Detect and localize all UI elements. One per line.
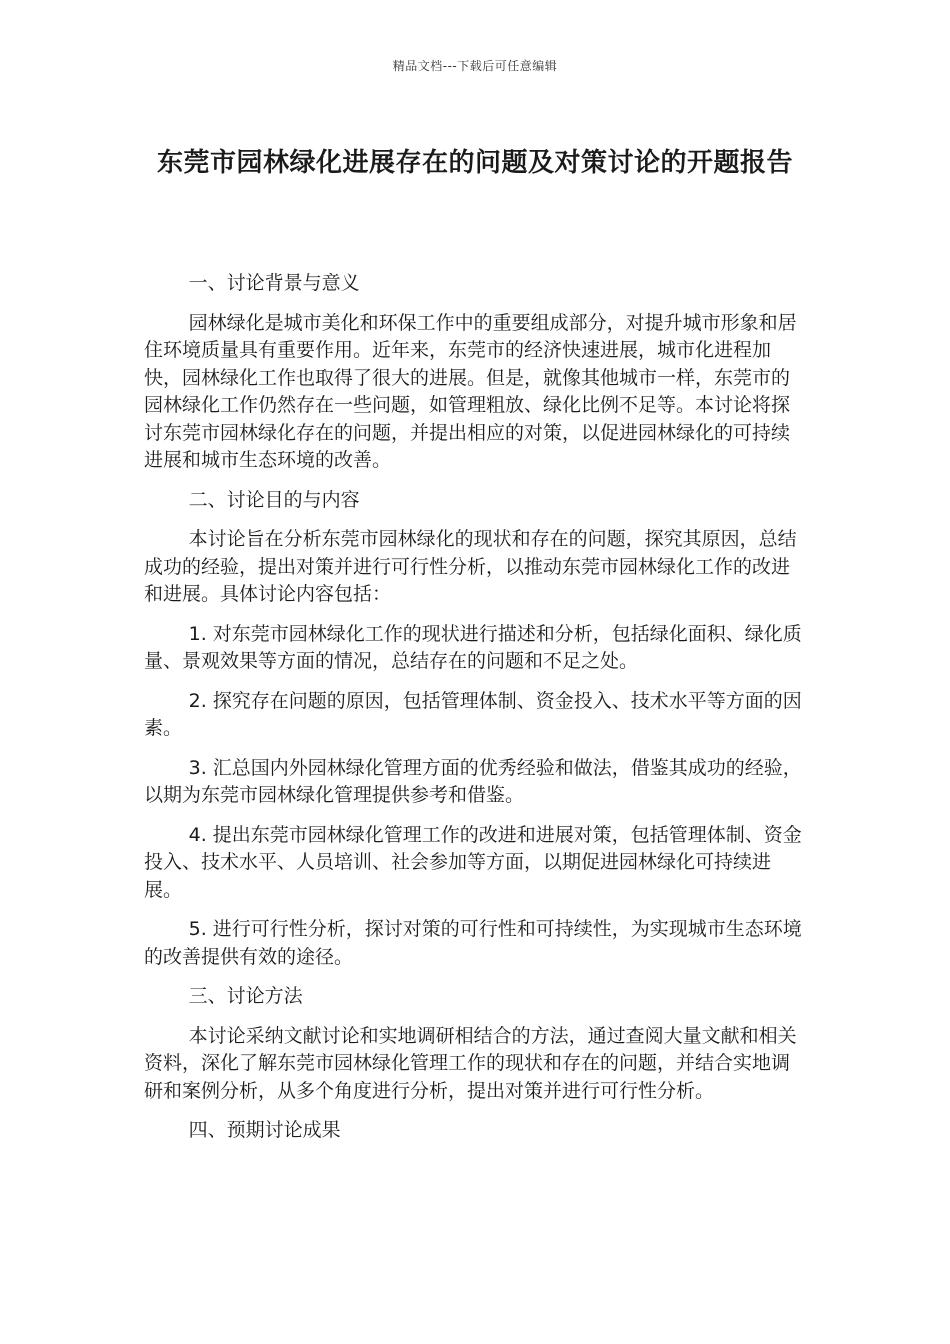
paragraph-background: 园林绿化是城市美化和环保工作中的重要组成部分，对提升城市形象和居住环境质量具有重要作用。近年来，东莞市的经济快速进展，城市化进程加快，园林绿化工作也取得了很大的进展。但是，就像其他城市一样，东莞市的园林绿化工作仍然存在一些问题，如管理粗放、绿化比例不足等。本讨论将探讨东莞市园林绿化存在的问题，并提出相应的对策，以促进园林绿化的可持续进展和城市生态环境的改善。	[144, 311, 797, 471]
list-item: 4. 提出东莞市园林绿化管理工作的改进和进展对策，包括管理体制、资金投入、技术水平、人员培训、社会参加等方面，以期促进园林绿化可持续进展。	[144, 823, 802, 901]
paragraph-goals: 本讨论旨在分析东莞市园林绿化的现状和存在的问题，探究其原因，总结成功的经验，提出对策并进行可行性分析，以推动东莞市园林绿化工作的改进和进展。具体讨论内容包括：	[144, 528, 797, 605]
document-title: 东莞市园林绿化进展存在的问题及对策讨论的开题报告	[156, 148, 793, 178]
list-item: 2. 探究存在问题的原因，包括管理体制、资金投入、技术水平等方面的因素。	[144, 689, 802, 739]
section-heading-goals: 二、讨论目的与内容	[188, 488, 360, 511]
paragraph-method: 本讨论采纳文献讨论和实地调研相结合的方法，通过查阅大量文献和相关资料，深化了解东莞市园林绿化管理工作的现状和存在的问题，并结合实地调研和案例分析，从多个角度进行分析，提出对策并进行可行性分析。	[144, 1024, 797, 1102]
list-item: 3. 汇总国内外园林绿化管理方面的优秀经验和做法，借鉴其成功的经验，以期为东莞市园林绿化管理提供参考和借鉴。	[144, 756, 802, 806]
section-heading-method: 三、讨论方法	[188, 985, 303, 1007]
list-item: 5. 进行可行性分析，探讨对策的可行性和可持续性，为实现城市生态环境的改善提供有效的途径。	[144, 918, 802, 968]
list-item: 1. 对东莞市园林绿化工作的现状进行描述和分析，包括绿化面积、绿化质量、景观效果等方面的情况，总结存在的问题和不足之处。	[144, 622, 802, 672]
section-heading-results: 四、预期讨论成果	[188, 1119, 341, 1141]
header-note: 精品文档---下载后可任意编辑	[392, 59, 558, 73]
document-body	[144, 270, 808, 1157]
section-heading-background: 一、讨论背景与意义	[188, 272, 360, 294]
